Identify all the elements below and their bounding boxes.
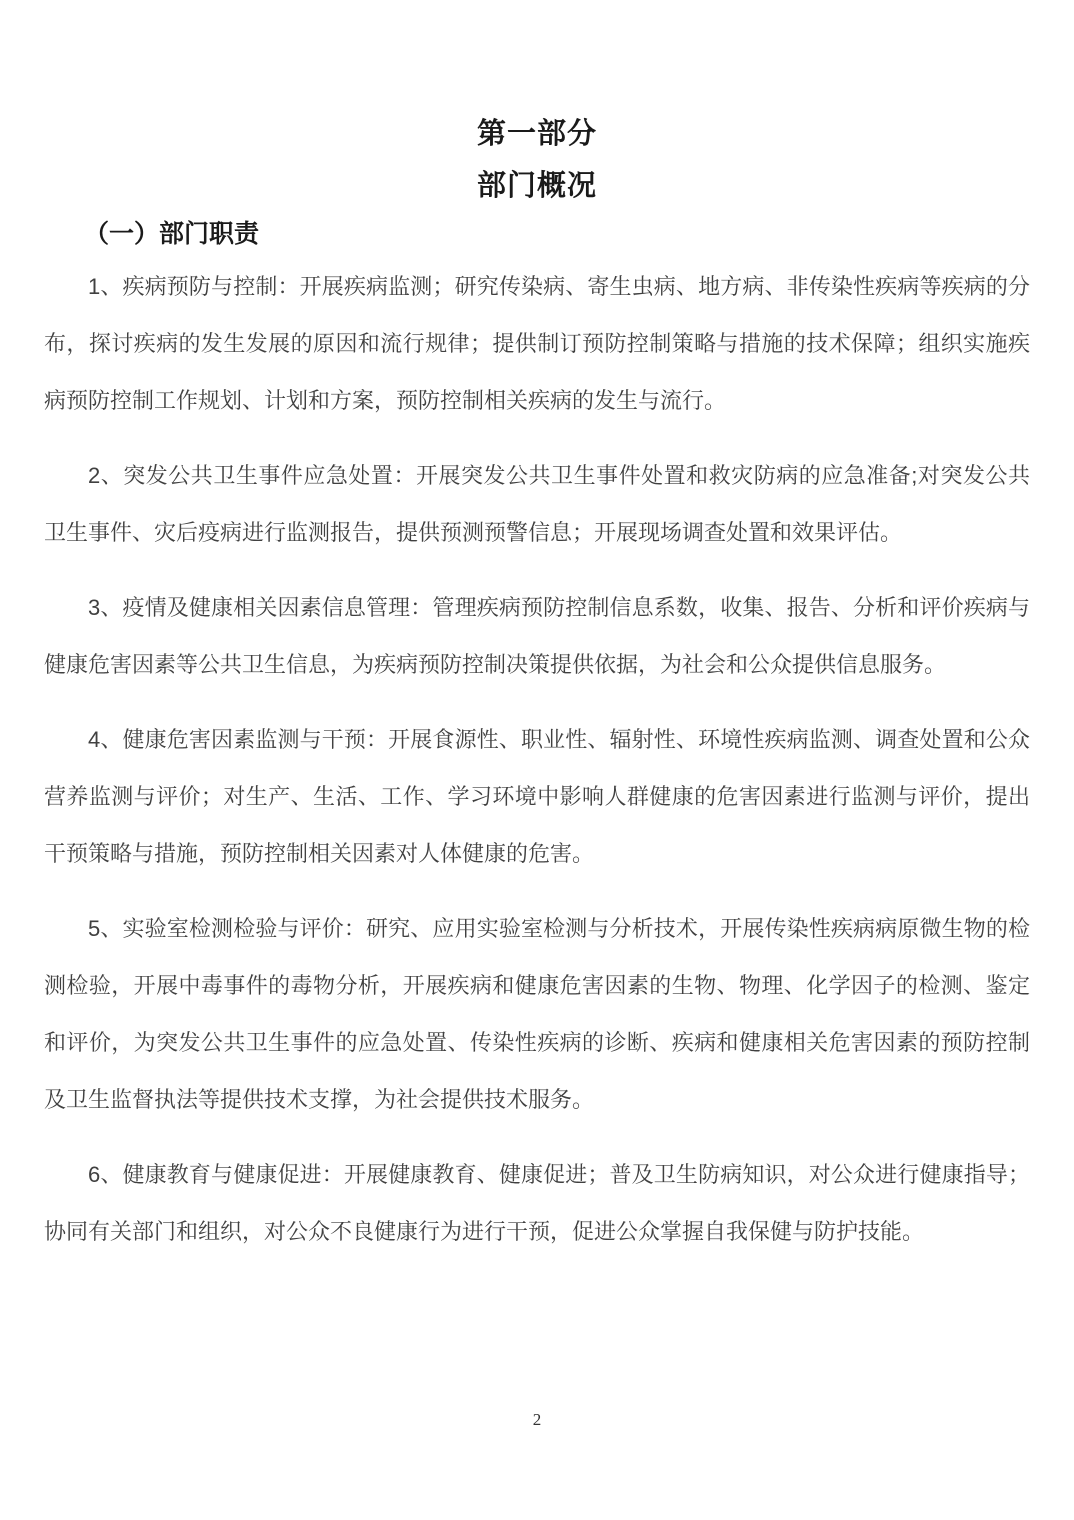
- body-paragraph: 5、实验室检测检验与评价：研究、应用实验室检测与分析技术，开展传染性疾病病原微生物的检测检验，开展中毒事件的毒物分析，开展疾病和健康危害因素的生物、物理、化学因子的检测、鉴定和评价，为突发公共卫生事件的应急处置、传染性疾病的诊断、疾病和健康相关危害因素的预防控制及卫生监督执法等提供技术支撑，为社会提供技术服务。: [44, 916, 1030, 1112]
- document-title: 第一部分: [476, 118, 597, 150]
- document-body: [44, 258, 1030, 1260]
- body-paragraph: 2、突发公共卫生事件应急处置：开展突发公共卫生事件处置和救灾防病的应急准备;对突发公共卫生事件、灾后疫病进行监测报告，提供预测预警信息；开展现场调查处置和效果评估。: [44, 463, 1030, 545]
- body-paragraph: 1、疾病预防与控制：开展疾病监测；研究传染病、寄生虫病、地方病、非传染性疾病等疾病的分布，探讨疾病的发生发展的原因和流行规律；提供制订预防控制策略与措施的技术保障；组织实施疾病预防控制工作规划、计划和方案，预防控制相关疾病的发生与流行。: [44, 274, 1030, 413]
- page-number: 2: [532, 1410, 542, 1429]
- body-paragraph: 3、疫情及健康相关因素信息管理：管理疾病预防控制信息系数，收集、报告、分析和评价疾病与健康危害因素等公共卫生信息，为疾病预防控制决策提供依据，为社会和公众提供信息服务。: [44, 595, 1030, 677]
- body-paragraph: 6、健康教育与健康促进：开展健康教育、健康促进；普及卫生防病知识，对公众进行健康指导；协同有关部门和组织，对公众不良健康行为进行干预，促进公众掌握自我保健与防护技能。: [44, 1162, 1030, 1244]
- body-paragraph: 4、健康危害因素监测与干预：开展食源性、职业性、辐射性、环境性疾病监测、调查处置和公众营养监测与评价；对生产、生活、工作、学习环境中影响人群健康的危害因素进行监测与评价，提出干预策略与措施，预防控制相关因素对人体健康的危害。: [44, 727, 1030, 866]
- section-heading: （一）部门职责: [84, 220, 260, 248]
- document-subtitle: 部门概况: [476, 170, 597, 202]
